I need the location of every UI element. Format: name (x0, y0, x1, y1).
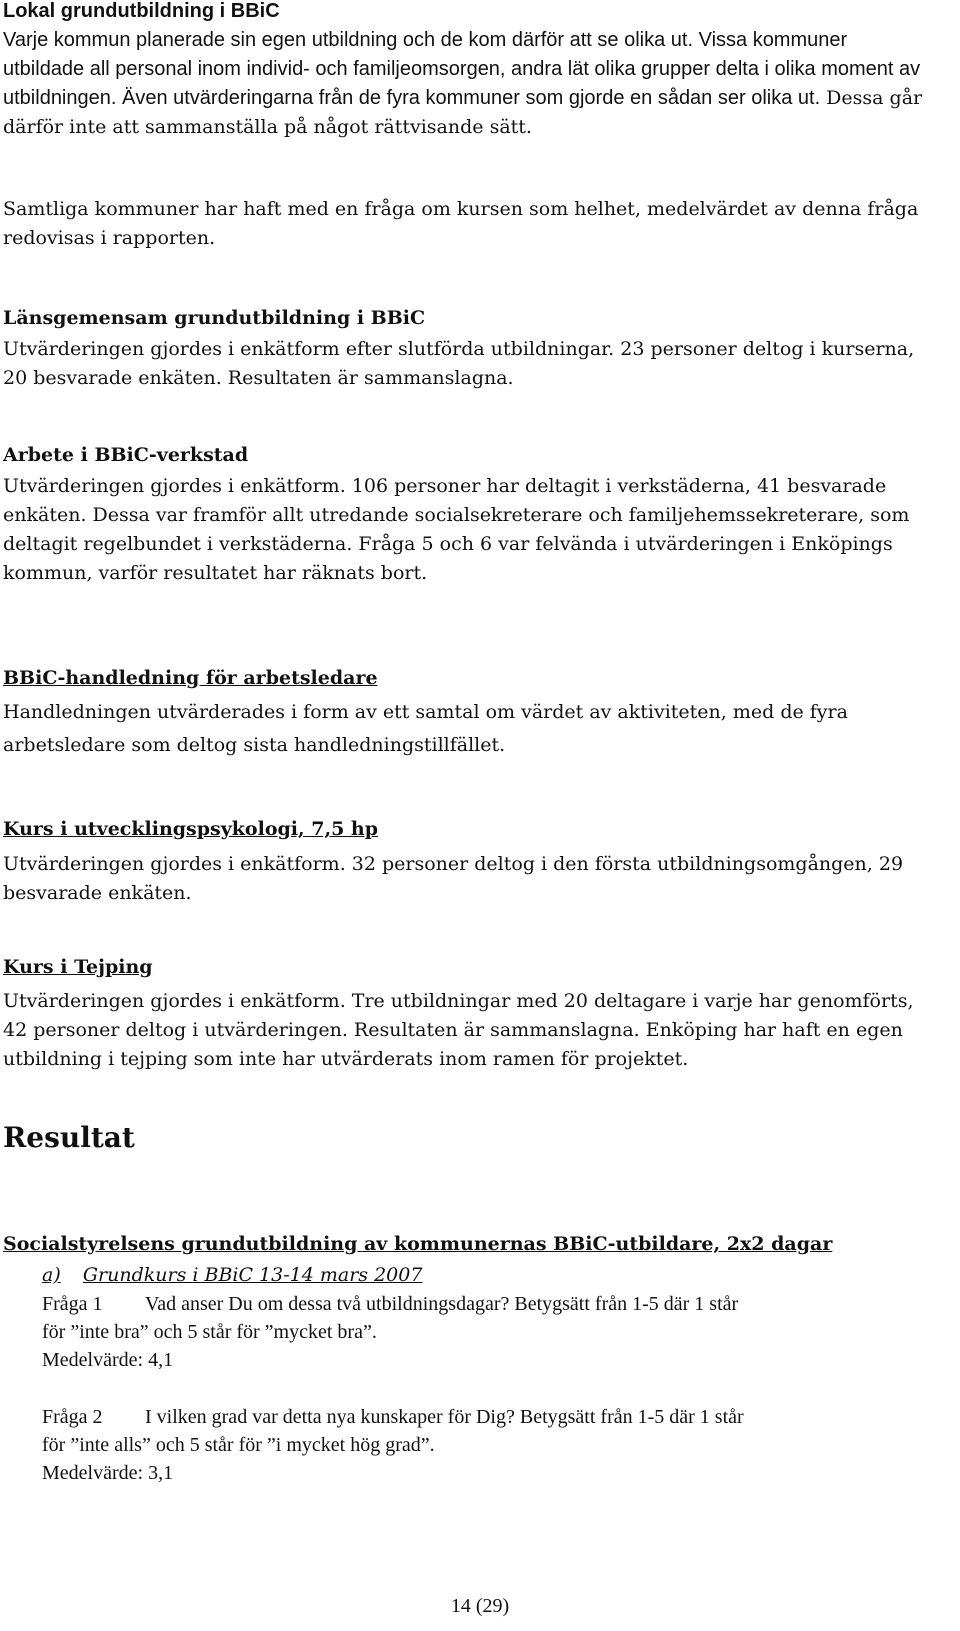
course-name: Grundkurs i BBiC 13-14 mars 2007 (82, 1264, 423, 1286)
question-text: Vad anser Du om dessa två utbildningsdagar? Betygsätt från 1-5 där 1 står (145, 1293, 739, 1315)
section-heading: Kurs i utvecklingspsykologi, 7,5 hp (3, 818, 378, 840)
section-heading: Arbete i BBiC-verkstad (3, 444, 249, 466)
question-label: Fråga 2 (42, 1406, 103, 1428)
intro-paragraph-2: Samtliga kommuner har haft med en fråga om kursen som helhet, medelvärdet av denna fråga redovisas i rapporten. (3, 198, 919, 249)
intro-paragraph-1 (3, 26, 933, 142)
results-title: Resultat (3, 1121, 135, 1154)
question-mean: Medelvärde: 3,1 (42, 1462, 174, 1484)
section-utvecklingspsykologi (3, 815, 953, 908)
intro-paragraph-1-tail: Dessa går därför inte att sammanställa på något rättvisande sätt. (3, 87, 923, 138)
section-verkstad (3, 441, 928, 588)
question-2 (42, 1403, 942, 1487)
course-marker: a) (42, 1264, 61, 1286)
results-subheading: Socialstyrelsens grundutbildning av kommunernas BBiC-utbildare, 2x2 dagar (3, 1233, 833, 1255)
section-body: Utvärderingen gjordes i enkätform. Tre utbildningar med 20 deltagare i varje har genomförts, 42 personer deltog i utvärderingen. Resultaten är sammanslagna. Enköping har haft en egen utbildning i tejping som inte har utvärderats inom ramen för projektet. (3, 990, 914, 1070)
intro-paragraph-1-text: Varje kommun planerade sin egen utbildning och de kom därför att se olika ut. Vissa kommuner utbildade all personal inom individ- och familjeomsorgen, andra lät olika grupper delta i olika moment av utbildningen. Även utvärderingarna från de fyra kommuner som gjorde en sådan ser olika ut. (3, 29, 921, 109)
question-label: Fråga 1 (42, 1293, 103, 1315)
intro-section (3, 0, 953, 142)
section-body: Handledningen utvärderades i form av ett samtal om värdet av aktiviteten, med de fyra arbetsledare som deltog sista handledningstillfället. (3, 701, 848, 756)
section-heading: BBiC-handledning för arbetsledare (3, 667, 378, 689)
question-continuation: för ”inte bra” och 5 står för ”mycket bra”. (42, 1321, 377, 1343)
question-continuation: för ”inte alls” och 5 står för ”i mycket hög grad”. (42, 1434, 435, 1456)
question-mean: Medelvärde: 4,1 (42, 1349, 174, 1371)
page-number: 14 (29) (450, 1595, 510, 1617)
course-line (42, 1261, 942, 1289)
section-body: Utvärderingen gjordes i enkätform. 32 personer deltog i den första utbildningsomgången, 29 besvarade enkäten. (3, 853, 904, 904)
section-body: Utvärderingen gjordes i enkätform efter slutförda utbildningar. 23 personer deltog i kurserna, 20 besvarade enkäten. Resultaten är sammanslagna. (3, 338, 915, 389)
section-handledning (3, 664, 923, 762)
section-heading: Länsgemensam grundutbildning i BBiC (3, 307, 426, 329)
section-body: Utvärderingen gjordes i enkätform. 106 personer har deltagit i verkstäderna, 41 besvarade enkäten. Dessa var framför allt utredande socialsekreterare och familjehemssekreterare, som deltagit regelbundet i verkstäderna. Fråga 5 och 6 var felvända i utvärderingen i Enköpings kommun, varför resultatet har räknats bort. (3, 475, 910, 584)
question-1 (42, 1290, 942, 1374)
section-lansgemensam (3, 304, 938, 393)
section-tejping (3, 953, 923, 1074)
section-heading: Kurs i Tejping (3, 956, 153, 978)
question-text: I vilken grad var detta nya kunskaper för Dig? Betygsätt från 1-5 där 1 står (145, 1406, 744, 1428)
intro-heading: Lokal grundutbildning i BBiC (3, 0, 280, 22)
